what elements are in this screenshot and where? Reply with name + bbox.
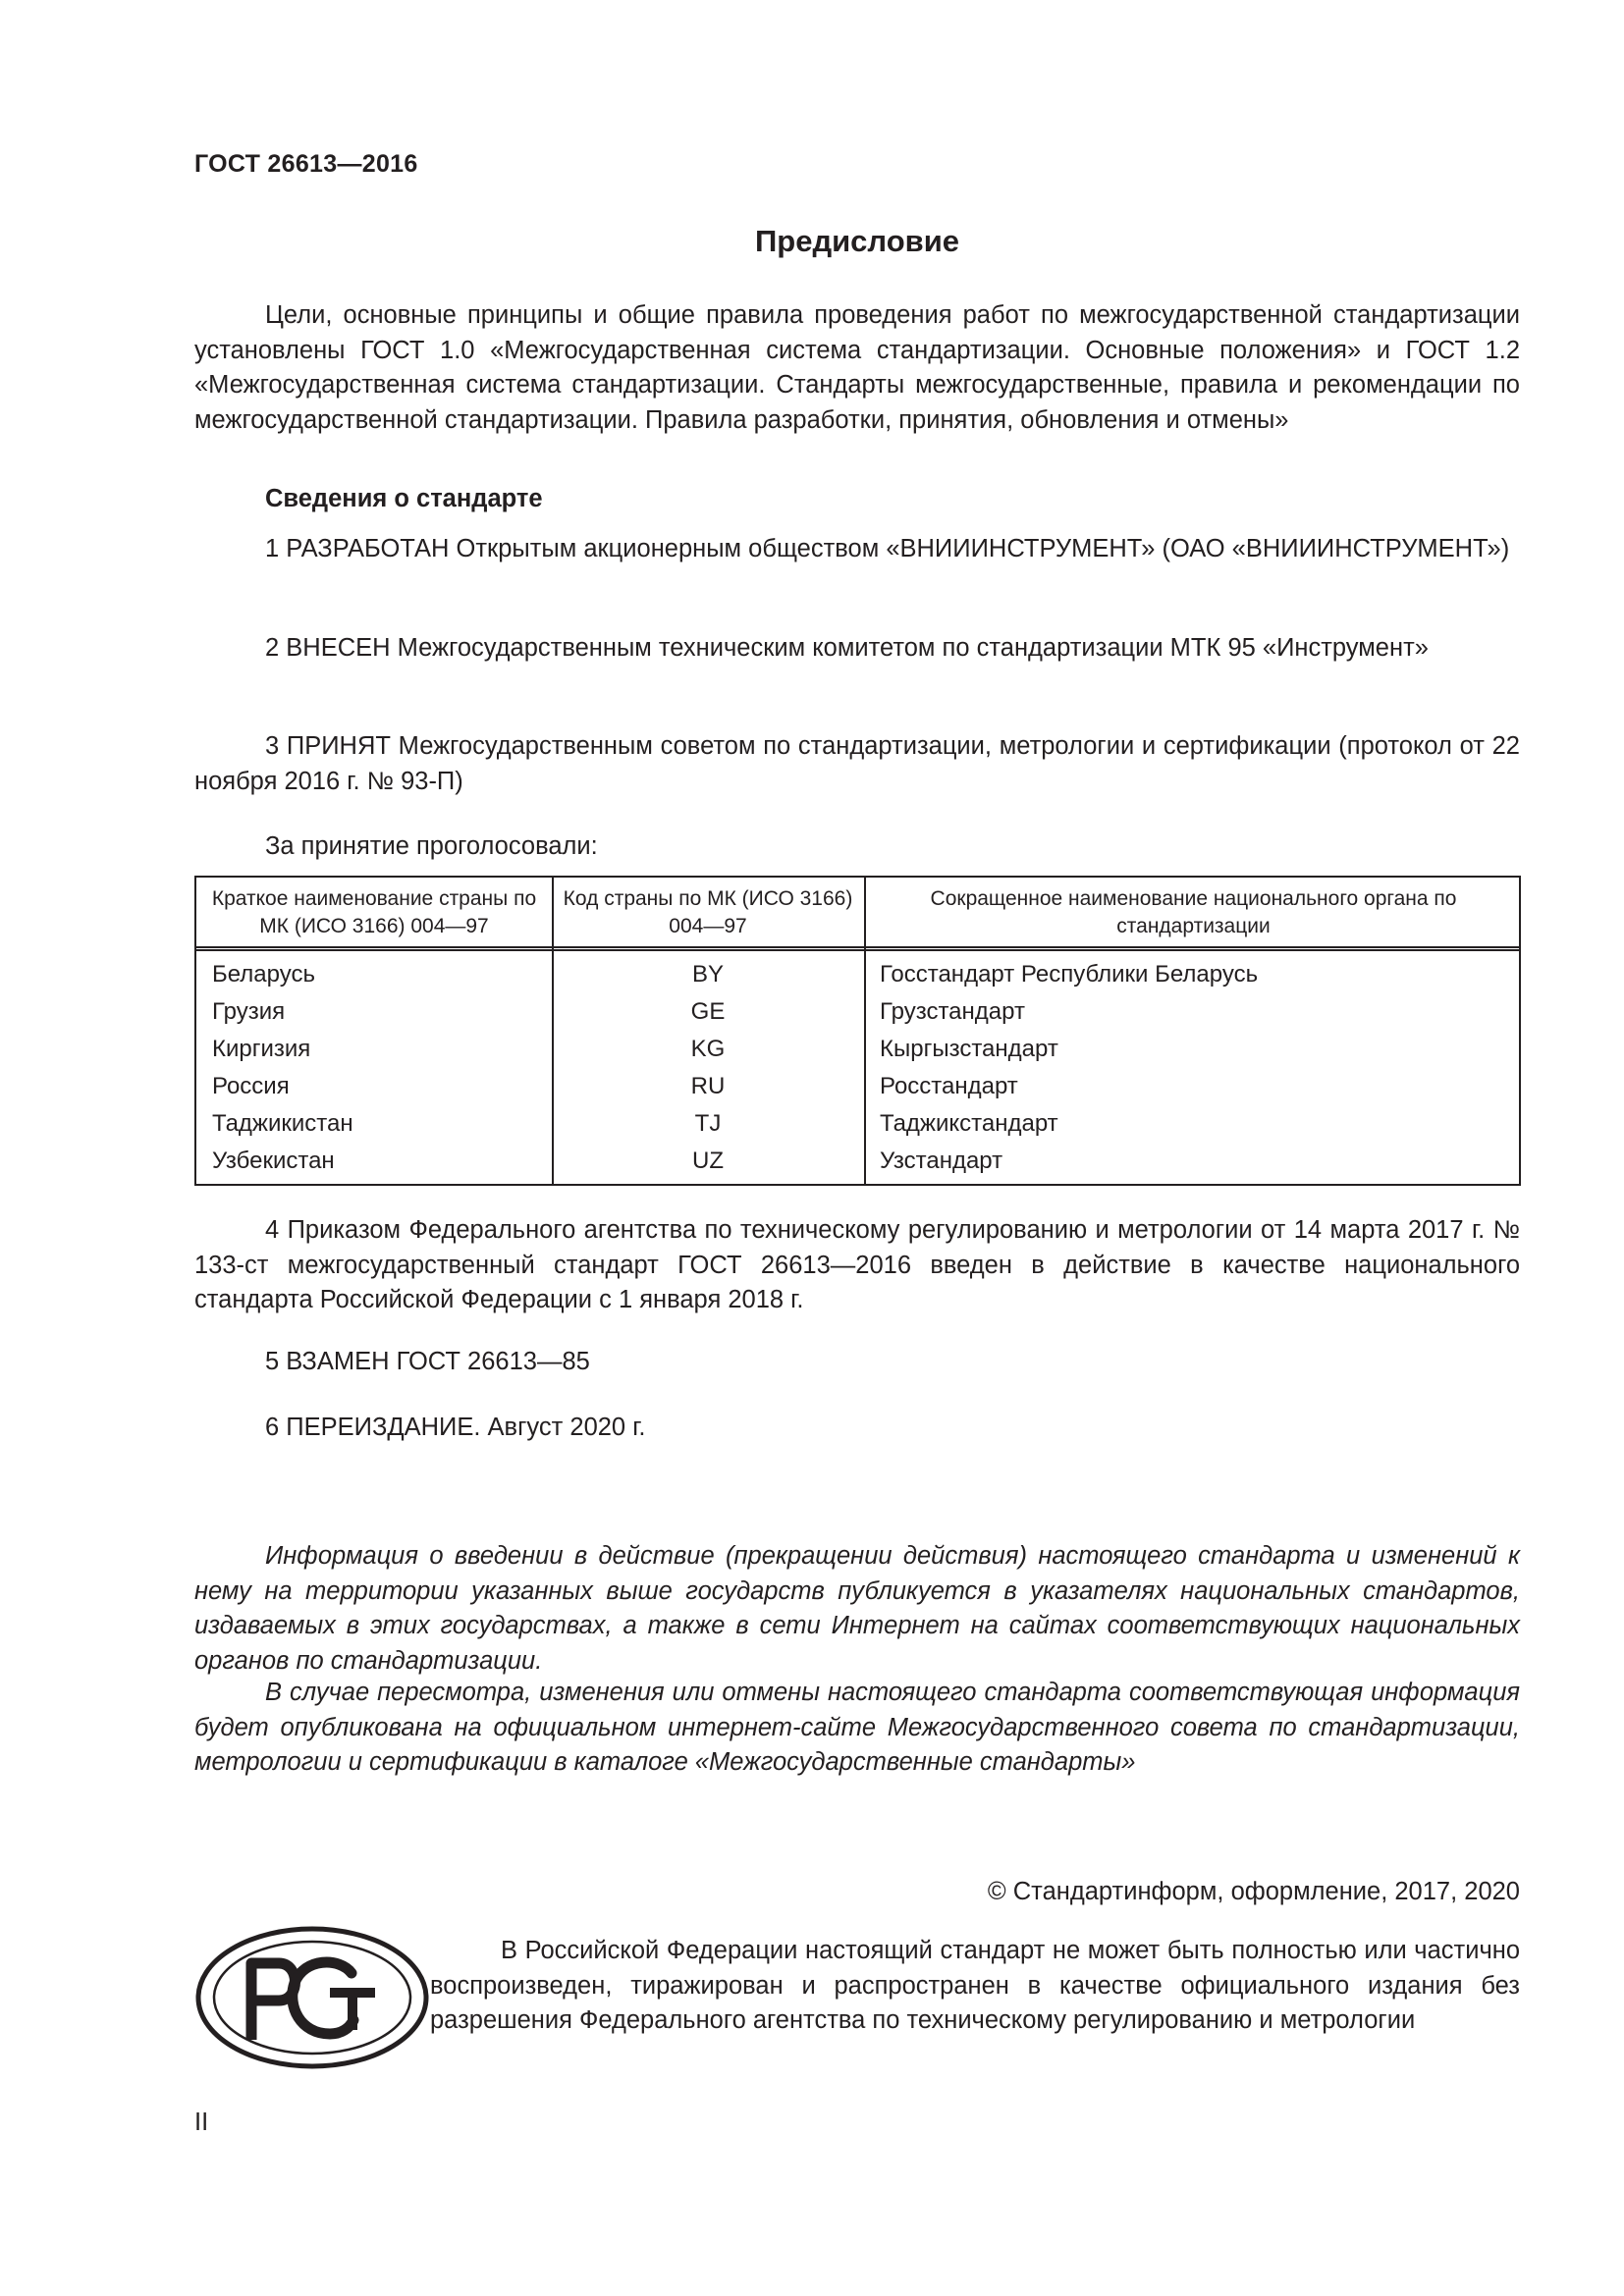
table-cell-country: Узбекистан: [212, 1148, 335, 1174]
rst-certification-mark-icon: [194, 1924, 430, 2071]
copyright-line: © Стандартинформ, оформление, 2017, 2020: [987, 1878, 1520, 1905]
info-heading: Сведения о стандарте: [265, 485, 543, 512]
item-enacted: 4 Приказом Федерального агентства по техническому регулированию и метрологии от 14 марта 2017 г. № 133-ст межгосударственный стандарт ГОСТ 26613—2016 введен в действие в качестве национального стандарта Российской Федерации с 1 января 2018 г.: [194, 1216, 1520, 1313]
vote-label: За принятие проголосовали:: [265, 832, 598, 860]
item-adopted: 3 ПРИНЯТ Межгосударственным советом по стандартизации, метрологии и сертификации (протокол от 22 ноября 2016 г. № 93-П): [194, 732, 1520, 795]
table-row: [196, 1068, 1519, 1105]
table-row: [196, 1031, 1519, 1068]
table-row: [196, 1105, 1519, 1143]
table-body: [196, 956, 1519, 1180]
table-cell-code: BY: [691, 961, 724, 988]
table-cell-body: Грузстандарт: [880, 998, 1025, 1025]
table-cell-code: GE: [690, 998, 726, 1025]
intro-paragraph: Цели, основные принципы и общие правила проведения работ по межгосударственной стандартизации установлены ГОСТ 1.0 «Межгосударственная система стандартизации. Основные положения» и ГОСТ 1.2 «Межгосударственная система стандартизации. Стандарты межгосударственные, правила и рекомендации по межгосударственной стандартизации. Правила разработки, принятия, обновления и отмены»: [194, 301, 1520, 434]
table-cell-body: Росстандарт: [880, 1073, 1018, 1099]
table-row: [196, 956, 1519, 993]
table-header: [196, 878, 1519, 951]
table-cell-code: TJ: [694, 1110, 722, 1137]
table-cell-body: Таджикстандарт: [880, 1110, 1058, 1137]
table-cell-body: Госстандарт Республики Беларусь: [880, 961, 1259, 988]
table-cell-body: Кыргызстандарт: [880, 1036, 1058, 1062]
table-header-body: Сокращенное наименование национального органа по стандартизации: [930, 887, 1457, 937]
table-cell-body: Узстандарт: [880, 1148, 1003, 1174]
table-row: [196, 1143, 1519, 1180]
table-cell-code: RU: [690, 1073, 726, 1099]
info-italic-paragraph: Информация о введении в действие (прекращении действия) настоящего стандарта и изменений к нему на территории указанных выше государств публикуется в указателях национальных стандартов, издаваемых в этих государствах, а также в сети Интернет на сайтах соответствующих национальных органов по стандартизации.: [194, 1542, 1520, 1675]
table-cell-country: Беларусь: [212, 961, 315, 988]
table-header-code: Код страны по МК (ИСО 3166) 004—97: [563, 887, 853, 937]
table-header-country: Краткое наименование страны по МК (ИСО 3166) 004—97: [211, 887, 537, 937]
table-row: [196, 993, 1519, 1031]
vote-table: [194, 876, 1521, 1186]
table-cell-country: Таджикистан: [212, 1110, 353, 1137]
reproduction-notice: В Российской Федерации настоящий стандарт не может быть полностью или частично воспроизведен, тиражирован и распространен в качестве официального издания без разрешения Федерального агентства по техническому регулированию и метрологии: [430, 1937, 1520, 2034]
page-number: II: [194, 2109, 209, 2136]
document-code: ГОСТ 26613—2016: [194, 150, 418, 178]
item-developed: 1 РАЗРАБОТАН Открытым акционерным обществом «ВНИИИНСТРУМЕНТ» (ОАО «ВНИИИНСТРУМЕНТ»): [265, 535, 1510, 562]
table-cell-code: UZ: [692, 1148, 724, 1174]
item-submitted: 2 ВНЕСЕН Межгосударственным техническим комитетом по стандартизации МТК 95 «Инструмент»: [265, 634, 1429, 662]
item-replaces: 5 ВЗАМЕН ГОСТ 26613—85: [265, 1348, 590, 1375]
table-cell-code: KG: [690, 1036, 726, 1062]
page-title: Предисловие: [754, 224, 959, 258]
document-page: [194, 0, 1520, 2296]
table-cell-country: Киргизия: [212, 1036, 311, 1062]
info-italic-paragraph: В случае пересмотра, изменения или отмены настоящего стандарта соответствующая информация будет опубликована на официальном интернет-сайте Межгосударственного совета по стандартизации, метрологии и сертификации в каталоге «Межгосударственные стандарты»: [194, 1679, 1520, 1776]
table-cell-country: Грузия: [212, 998, 286, 1025]
item-reissue: 6 ПЕРЕИЗДАНИЕ. Август 2020 г.: [265, 1414, 646, 1441]
table-cell-country: Россия: [212, 1073, 290, 1099]
